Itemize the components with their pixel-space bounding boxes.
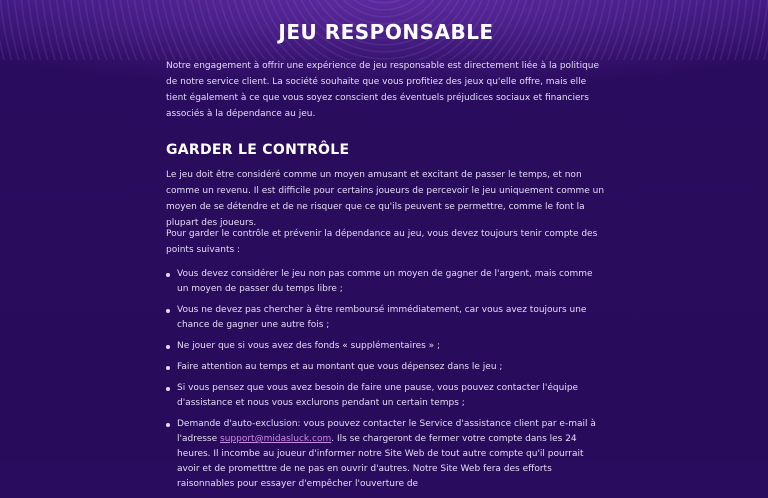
- page-title: JEU RESPONSABLE: [278, 20, 494, 44]
- tips-list: [166, 267, 606, 498]
- self-exclusion-text-after: . Ils se chargeront de fermer votre compte dans les 24 heures. Il incombe au joueur d'informer notre Site Web de tout autre compte qu'il pourrait avoir et de prometttre de ne pas en ouvrir d'autres. Notre Site Web fera des efforts raisonnables pour essayer d'empêcher l'ouverture de: [177, 434, 584, 489]
- list-item: Ne jouer que si vous avez des fonds « supplémentaires » ;: [166, 339, 606, 354]
- support-email-link[interactable]: support@midasluck.com: [220, 434, 332, 444]
- section-paragraph-2: Pour garder le contrôle et prévenir la dépendance au jeu, vous devez toujours tenir compte des points suivants :: [166, 229, 598, 255]
- list-item: Vous devez considérer le jeu non pas comme un moyen de gagner de l'argent, mais comme un moyen de passer du temps libre ;: [166, 267, 606, 297]
- section-heading: GARDER LE CONTRÔLE: [166, 142, 350, 158]
- self-exclusion-text-before: Demande d'auto-exclusion: vous pouvez contacter le Service d'assistance client par e-mail à l'adresse: [177, 419, 596, 444]
- list-item-self-exclusion: [166, 417, 606, 492]
- section-paragraph-1: Le jeu doit être considéré comme un moyen amusant et excitant de passer le temps, et non comme un revenu. Il est difficile pour certains joueurs de percevoir le jeu uniquement comme un moyen de se détendre et de ne risquer que ce qu'ils peuvent se permettre, comme le font la plupart des joueurs.: [166, 170, 605, 228]
- list-item: Vous ne devez pas chercher à être remboursé immédiatement, car vous avez toujours une chance de gagner une autre fois ;: [166, 303, 606, 333]
- list-item: Si vous pensez que vous avez besoin de faire une pause, vous pouvez contacter l'équipe d'assistance et nous vous exclurons pendant un certain temps ;: [166, 381, 606, 411]
- list-item: Faire attention au temps et au montant que vous dépensez dans le jeu ;: [166, 360, 606, 375]
- intro-paragraph: Notre engagement à offrir une expérience de jeu responsable est directement liée à la politique de notre service client. La société souhaite que vous profitiez des jeux qu'elle offre, mais elle tient également à ce que vous soyez conscient des éventuels préjudices sociaux et financiers associés à la dépendance au jeu.: [166, 61, 600, 119]
